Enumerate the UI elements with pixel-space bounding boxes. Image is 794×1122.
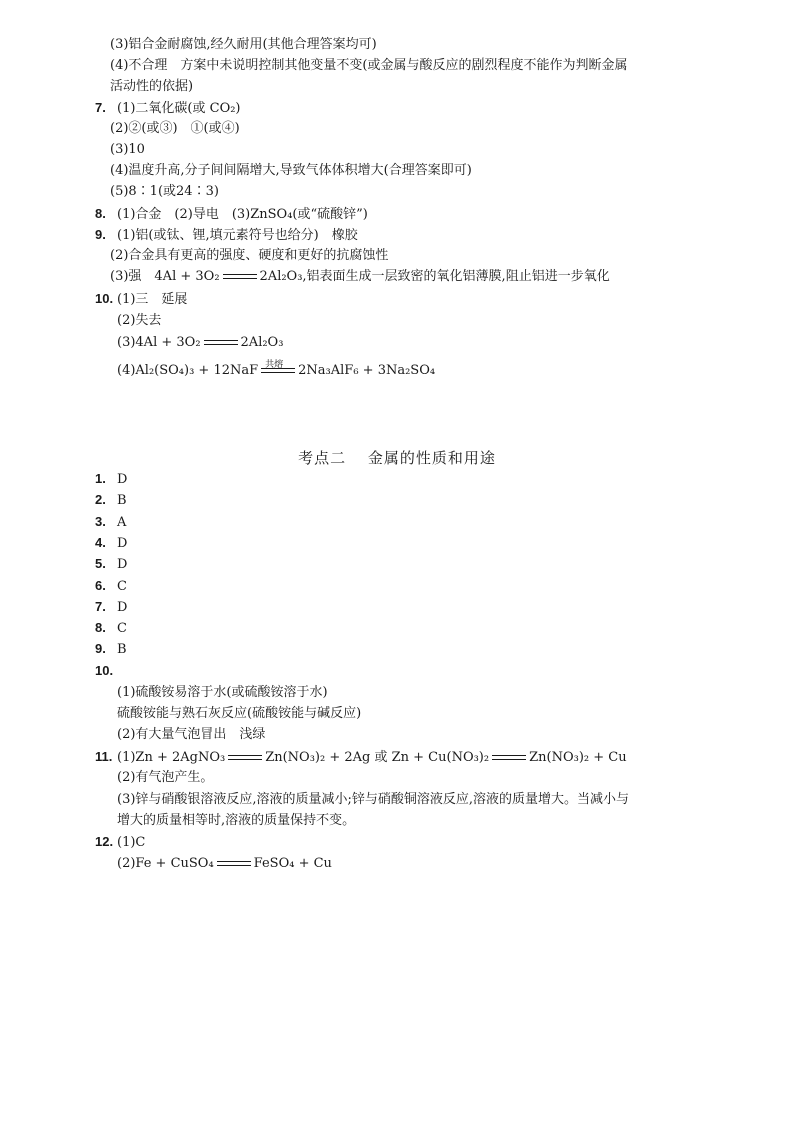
equation-line	[117, 334, 283, 352]
answer-line: (3)10	[110, 142, 145, 157]
question-number: 8.	[95, 620, 106, 635]
answer-line: (2)②(或③) ①(或④)	[110, 121, 240, 136]
answer-line: (3)铝合金耐腐蚀,经久耐用(其他合理答案均可)	[110, 37, 377, 52]
mc-answer-row	[95, 534, 127, 553]
answer-letter: D	[117, 472, 128, 487]
question-number: 1.	[95, 471, 106, 486]
equals-sign	[261, 360, 295, 373]
mc-answer-row	[95, 470, 127, 489]
answer-text: (1)三 延展	[117, 292, 188, 307]
answer-letter: A	[117, 515, 127, 530]
question-10	[95, 290, 187, 309]
question-number: 10.	[95, 663, 114, 678]
equals-sign	[204, 340, 238, 345]
mc-answer-row	[95, 619, 127, 638]
question-number: 7.	[95, 100, 106, 115]
equation-left: (1)Zn + 2AgNO₃	[117, 750, 226, 765]
answer-letter: D	[117, 557, 128, 572]
answer-text: (1)C	[117, 835, 146, 850]
question-number: 5.	[95, 556, 106, 571]
answer-line: (2)合金具有更高的强度、硬度和更好的抗腐蚀性	[110, 248, 389, 263]
reaction-condition: 共熔	[265, 360, 284, 370]
answer-text: (1)合金 (2)导电 (3)ZnSO₄(或“硫酸锌”)	[117, 207, 368, 222]
question-10-section2	[95, 662, 117, 681]
question-12-section2	[95, 833, 145, 852]
equals-sign	[492, 755, 526, 760]
mc-answer-row	[95, 491, 127, 510]
answer-letter: B	[117, 493, 127, 508]
answer-line: (4)不合理 方案中未说明控制其他变量不变(或金属与酸反应的剧烈程度不能作为判断金属	[110, 58, 628, 73]
answer-line: (2)失去	[117, 313, 162, 328]
question-11-section2	[95, 748, 627, 767]
equation-right: 2Na₃AlF₆ + 3Na₂SO₄	[298, 363, 436, 378]
question-number: 9.	[95, 227, 106, 242]
answer-line: (2)有大量气泡冒出 浅绿	[117, 727, 266, 742]
question-number: 8.	[95, 206, 106, 221]
answer-line: (4)温度升高,分子间间隔增大,导致气体体积增大(合理答案即可)	[110, 163, 472, 178]
mc-answer-row	[95, 577, 127, 596]
answer-letter: D	[117, 600, 128, 615]
question-9	[95, 226, 358, 245]
equation-right: Zn(NO₃)₂ + Cu	[529, 750, 627, 765]
question-number: 12.	[95, 834, 114, 849]
answer-line: 硫酸铵能与熟石灰反应(硫酸铵能与碱反应)	[117, 706, 362, 721]
answer-line: 活动性的依据)	[110, 79, 194, 94]
question-number: 2.	[95, 492, 106, 507]
question-8	[95, 205, 368, 224]
equation-line	[110, 268, 610, 286]
question-number: 7.	[95, 599, 106, 614]
equation-left: (4)Al₂(SO₄)₃ + 12NaF	[117, 363, 259, 378]
answer-line: (3)锌与硝酸银溶液反应,溶液的质量减小;锌与硝酸铜溶液反应,溶液的质量增大。当减小与	[117, 792, 630, 807]
answer-text: (1)二氧化碳(或 CO₂)	[117, 101, 241, 116]
equals-sign	[223, 274, 257, 279]
question-number: 3.	[95, 514, 106, 529]
equation-middle: Zn(NO₃)₂ + 2Ag 或 Zn + Cu(NO₃)₂	[265, 750, 490, 765]
mc-answer-row	[95, 640, 127, 659]
answer-line: (5)8∶1(或24∶3)	[110, 184, 219, 199]
equation-right: FeSO₄ + Cu	[253, 856, 332, 871]
equation-left: (2)Fe + CuSO₄	[117, 856, 214, 871]
mc-answer-row	[95, 513, 126, 532]
answer-line: 增大的质量相等时,溶液的质量保持不变。	[117, 813, 356, 828]
answer-letter: C	[117, 621, 127, 636]
answer-letter: D	[117, 536, 128, 551]
answer-letter: C	[117, 579, 127, 594]
equation-left: (3)强 4Al + 3O₂	[110, 269, 220, 284]
question-number: 11.	[95, 749, 113, 764]
equation-right: 2Al₂O₃	[240, 335, 284, 350]
question-number: 4.	[95, 535, 106, 550]
answer-line: (1)硫酸铵易溶于水(或硫酸铵溶于水)	[117, 685, 328, 700]
answer-text: (1)铝(或钛、锂,填元素符号也给分) 橡胶	[117, 228, 358, 243]
equation-line	[117, 362, 435, 380]
equals-sign	[217, 861, 251, 866]
mc-answer-row	[95, 555, 127, 574]
question-number: 10.	[95, 291, 114, 306]
question-number: 6.	[95, 578, 106, 593]
question-number: 9.	[95, 641, 106, 656]
answer-letter: B	[117, 642, 127, 657]
equation-right: 2Al₂O₃,铝表面生成一层致密的氧化铝薄膜,阻止铝进一步氧化	[259, 269, 610, 284]
mc-answer-row	[95, 598, 127, 617]
section-title: 考点二 金属的性质和用途	[298, 449, 496, 467]
answer-line: (2)有气泡产生。	[117, 770, 214, 785]
equation-line	[117, 855, 332, 873]
equals-sign	[228, 755, 262, 760]
question-7	[95, 99, 241, 118]
equation-left: (3)4Al + 3O₂	[117, 335, 201, 350]
